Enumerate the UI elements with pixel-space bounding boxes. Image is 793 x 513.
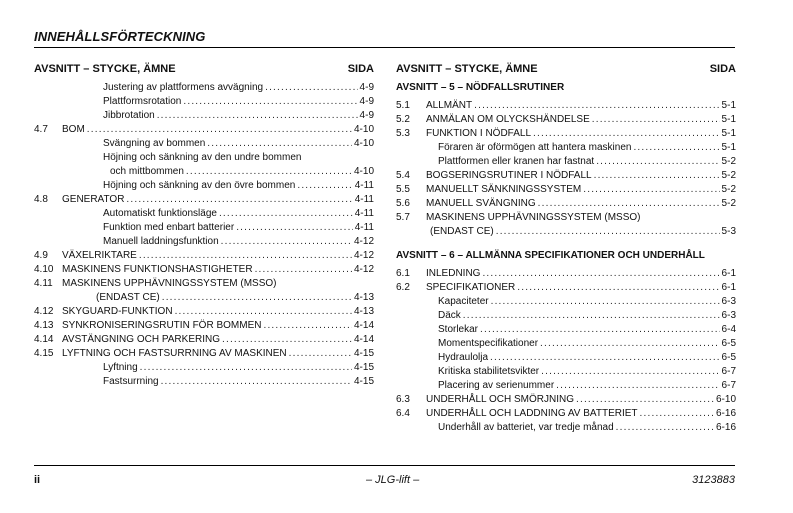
toc-entry-number: 5.3 [396,128,410,139]
toc-leader-dots [157,110,358,122]
toc-entry-number: 5.6 [396,198,410,209]
page-title: INNEHÅLLSFÖRTECKNING [34,29,206,44]
toc-entry-page: 5-2 [721,170,736,181]
toc-entry-page: 6-16 [715,408,736,419]
toc-entry [396,350,736,364]
toc-entry [34,192,374,206]
toc-entry-number: 4.14 [34,334,54,345]
toc-leader-dots [87,124,352,136]
toc-entry-number: 5.7 [396,212,410,223]
toc-entry [396,406,736,420]
toc-entry-number: 4.7 [34,124,48,135]
footer-page-number: ii [34,474,41,486]
toc-leader-dots [592,114,720,126]
toc-leader-dots [533,128,720,140]
toc-entry [396,196,736,210]
section-6-toc-list [396,266,736,434]
toc-entry-page: 5-2 [721,184,736,195]
toc-leader-dots [583,184,719,196]
toc-entry [34,178,374,192]
toc-entry-title: Höjning och sänkning av den övre bommen [103,180,296,191]
toc-leader-dots [517,282,719,294]
toc-entry [396,280,736,294]
toc-entry-page: 6-16 [715,422,736,433]
toc-entry-title: Fastsurrning [103,376,159,387]
toc-entry-page: 6-7 [721,366,736,377]
toc-leader-dots [616,422,714,434]
toc-entry-title: MANUELLT SÄNKNINGSSYSTEM [426,184,582,195]
toc-entry-page: 6-3 [721,296,736,307]
toc-entry-title: (ENDAST CE) [96,292,160,303]
toc-entry-page: 4-11 [354,180,374,191]
toc-entry [396,168,736,182]
left-header-label: AVSNITT – STYCKE, ÄMNE [34,63,176,75]
toc-entry-title: LYFTNING OCH FASTSURRNING AV MASKINEN [62,348,287,359]
section-5-toc-list [396,98,736,238]
toc-entry-title: SYNKRONISERINGSRUTIN FÖR BOMMEN [62,320,262,331]
toc-entry [34,304,374,318]
toc-entry-number: 4.12 [34,306,54,317]
toc-entry-page: 5-1 [721,128,736,139]
toc-entry-page: 6-10 [715,394,736,405]
toc-entry-title: INLEDNING [426,268,481,279]
toc-entry-page: 6-5 [721,338,736,349]
toc-entry-title: GENERATOR [62,194,125,205]
toc-leader-dots [255,264,352,276]
toc-entry-page: 4-13 [353,292,374,303]
toc-entry [396,140,736,154]
toc-entry [396,420,736,434]
toc-entry-title: BOM [62,124,85,135]
toc-entry-number: 4.11 [34,278,53,289]
toc-entry-page: 6-3 [721,310,736,321]
toc-entry-page: 5-1 [721,100,736,111]
toc-entry [34,164,374,178]
toc-entry-title: (ENDAST CE) [430,226,494,237]
toc-entry-page: 5-3 [721,226,736,237]
toc-entry-page: 4-9 [359,82,374,93]
toc-entry-number: 6.3 [396,394,410,405]
toc-leader-dots [491,296,720,308]
toc-entry-page: 6-1 [721,282,736,293]
toc-leader-dots [186,166,352,178]
toc-entry [34,318,374,332]
toc-entry-page: 4-11 [354,194,374,205]
toc-leader-dots [236,222,353,234]
toc-leader-dots [594,170,720,182]
toc-entry [34,122,374,136]
toc-entry-title: och mittbommen [110,166,184,177]
toc-entry [34,94,374,108]
toc-entry-page: 5-2 [721,156,736,167]
toc-entry-title: Plattformsrotation [103,96,182,107]
toc-leader-dots [490,352,720,364]
toc-entry-title: Justering av plattformens avvägning [103,82,264,93]
toc-leader-dots [633,142,719,154]
toc-leader-dots [207,138,352,150]
toc-leader-dots [222,334,352,346]
toc-leader-dots [175,306,352,318]
toc-leader-dots [540,338,720,350]
footer-document-number: 3123883 [692,474,735,486]
toc-entry [34,276,374,290]
toc-entry [34,290,374,304]
toc-leader-dots [538,198,720,210]
toc-leader-dots [161,376,352,388]
toc-entry-page: 5-1 [721,114,736,125]
toc-entry [34,206,374,220]
toc-leader-dots [576,394,714,406]
toc-entry [396,266,736,280]
toc-entry-page: 4-12 [353,264,374,275]
toc-entry [34,108,374,122]
toc-entry-page: 5-2 [721,198,736,209]
toc-entry-page: 4-14 [353,320,374,331]
left-column [34,63,374,388]
toc-leader-dots [482,268,719,280]
toc-entry-title: Momentspecifikationer [438,338,539,349]
toc-entry-number: 4.13 [34,320,54,331]
toc-leader-dots [556,380,719,392]
toc-entry-page: 6-1 [721,268,736,279]
toc-entry [34,346,374,360]
toc-entry-title: Storlekar [438,324,479,335]
toc-entry [396,336,736,350]
toc-leader-dots [640,408,714,420]
toc-leader-dots [474,100,719,112]
toc-entry [396,112,736,126]
toc-entry [396,364,736,378]
toc-entry [34,220,374,234]
toc-entry [396,294,736,308]
toc-entry-title: BOGSERINGSRUTINER I NÖDFALL [426,170,592,181]
toc-entry-title: Placering av serienummer [438,380,555,391]
toc-entry-title: ANMÄLAN OM OLYCKSHÄNDELSE [426,114,590,125]
toc-entry [34,360,374,374]
toc-leader-dots [541,366,719,378]
section-5-heading: AVSNITT – 5 – NÖDFALLSRUTINER [396,82,565,93]
toc-entry-title: Manuell laddningsfunktion [103,236,219,247]
toc-entry-number: 4.15 [34,348,54,359]
toc-entry-page: 4-15 [353,348,374,359]
left-header-page-label: SIDA [347,63,374,75]
toc-entry-page: 4-9 [359,96,374,107]
toc-entry [396,154,736,168]
toc-entry-title: MASKINENS UPPHÄVNINGSSYSTEM (MSSO) [426,212,641,223]
toc-entry-page: 6-7 [721,380,736,391]
toc-leader-dots [162,292,352,304]
toc-entry [396,392,736,406]
toc-entry-title: UNDERHÅLL OCH SMÖRJNING [426,394,574,405]
toc-entry-title: Kapaciteter [438,296,489,307]
toc-entry-page: 4-14 [353,334,374,345]
toc-entry-number: 6.1 [396,268,410,279]
toc-leader-dots [297,180,352,192]
toc-entry [34,248,374,262]
toc-leader-dots [596,156,719,168]
toc-entry-title: Lyftning [103,362,138,373]
toc-entry-title: ALLMÄNT [426,100,473,111]
toc-entry-title: Svängning av bommen [103,138,206,149]
toc-entry-page: 4-10 [353,124,374,135]
toc-entry-title: Automatiskt funktionsläge [103,208,217,219]
left-toc-list [34,80,374,388]
toc-leader-dots [219,208,353,220]
toc-entry-title: Jibbrotation [103,110,155,121]
toc-entry [396,308,736,322]
toc-entry [396,378,736,392]
section-6-heading: AVSNITT – 6 – ALLMÄNNA SPECIFIKATIONER OCH UNDERHÅLL [396,250,705,261]
toc-leader-dots [126,194,352,206]
toc-entry-page: 4-13 [353,306,374,317]
toc-entry-page: 4-12 [353,236,374,247]
toc-entry [34,136,374,150]
toc-leader-dots [289,348,352,360]
toc-entry-page: 6-5 [721,352,736,363]
toc-entry-page: 4-15 [353,376,374,387]
toc-entry [34,234,374,248]
toc-entry-page: 6-4 [721,324,736,335]
toc-entry-title: Hydraulolja [438,352,489,363]
toc-entry-number: 5.4 [396,170,410,181]
toc-leader-dots [140,362,352,374]
toc-entry-number: 4.8 [34,194,48,205]
toc-entry [34,332,374,346]
toc-entry [34,150,374,164]
toc-entry-title: Funktion med enbart batterier [103,222,235,233]
toc-leader-dots [139,250,352,262]
toc-entry-page: 4-11 [354,222,374,233]
right-header-page-label: SIDA [709,63,736,75]
toc-entry-page: 4-12 [353,250,374,261]
toc-entry-title: MANUELL SVÄNGNING [426,198,536,209]
toc-entry [396,98,736,112]
toc-entry-number: 5.5 [396,184,410,195]
left-column-header [34,63,374,80]
toc-entry-number: 5.1 [396,100,410,111]
toc-leader-dots [221,236,352,248]
toc-entry [34,262,374,276]
toc-entry-number: 5.2 [396,114,410,125]
toc-entry-title: Plattformen eller kranen har fastnat [438,156,595,167]
toc-entry-title: SPECIFIKATIONER [426,282,516,293]
toc-entry-title: Höjning och sänkning av den undre bommen [103,152,302,163]
toc-entry-title: MASKINENS UPPHÄVNINGSSYSTEM (MSSO) [62,278,277,289]
right-column [396,63,736,434]
toc-entry-title: Däck [438,310,461,321]
toc-entry-page: 4-15 [353,362,374,373]
toc-entry-title: MASKINENS FUNKTIONSHASTIGHETER [62,264,253,275]
footer-center-text: – JLG-lift – [366,474,420,486]
toc-leader-dots [480,324,720,336]
toc-entry-number: 4.10 [34,264,54,275]
toc-entry [34,374,374,388]
toc-entry-page: 4-10 [353,138,374,149]
toc-entry-title: FUNKTION I NÖDFALL [426,128,532,139]
toc-entry [34,80,374,94]
toc-leader-dots [463,310,720,322]
toc-entry-title: AVSTÄNGNING OCH PARKERING [62,334,220,345]
toc-entry-number: 6.2 [396,282,410,293]
toc-entry-title: Underhåll av batteriet, var tredje månad [438,422,614,433]
toc-entry-page: 5-1 [721,142,736,153]
top-rule [34,47,735,48]
toc-entry-title: Föraren är oförmögen att hantera maskinen [438,142,632,153]
toc-leader-dots [265,82,357,94]
toc-entry-page: 4-10 [353,166,374,177]
toc-entry [396,126,736,140]
toc-entry-title: SKYGUARD-FUNKTION [62,306,173,317]
toc-entry [396,322,736,336]
toc-entry-title: VÄXELRIKTARE [62,250,137,261]
toc-entry-page: 4-9 [359,110,374,121]
toc-entry-number: 6.4 [396,408,410,419]
toc-leader-dots [263,320,352,332]
bottom-rule [34,465,735,466]
toc-entry-title: Kritiska stabilitetsvikter [438,366,540,377]
toc-entry [396,182,736,196]
toc-leader-dots [496,226,720,238]
toc-entry-title: UNDERHÅLL OCH LADDNING AV BATTERIET [426,408,638,419]
right-column-header [396,63,736,80]
toc-entry-page: 4-11 [354,208,374,219]
toc-entry-number: 4.9 [34,250,48,261]
toc-entry [396,210,736,224]
right-header-label: AVSNITT – STYCKE, ÄMNE [396,63,538,75]
toc-leader-dots [183,96,357,108]
toc-entry [396,224,736,238]
